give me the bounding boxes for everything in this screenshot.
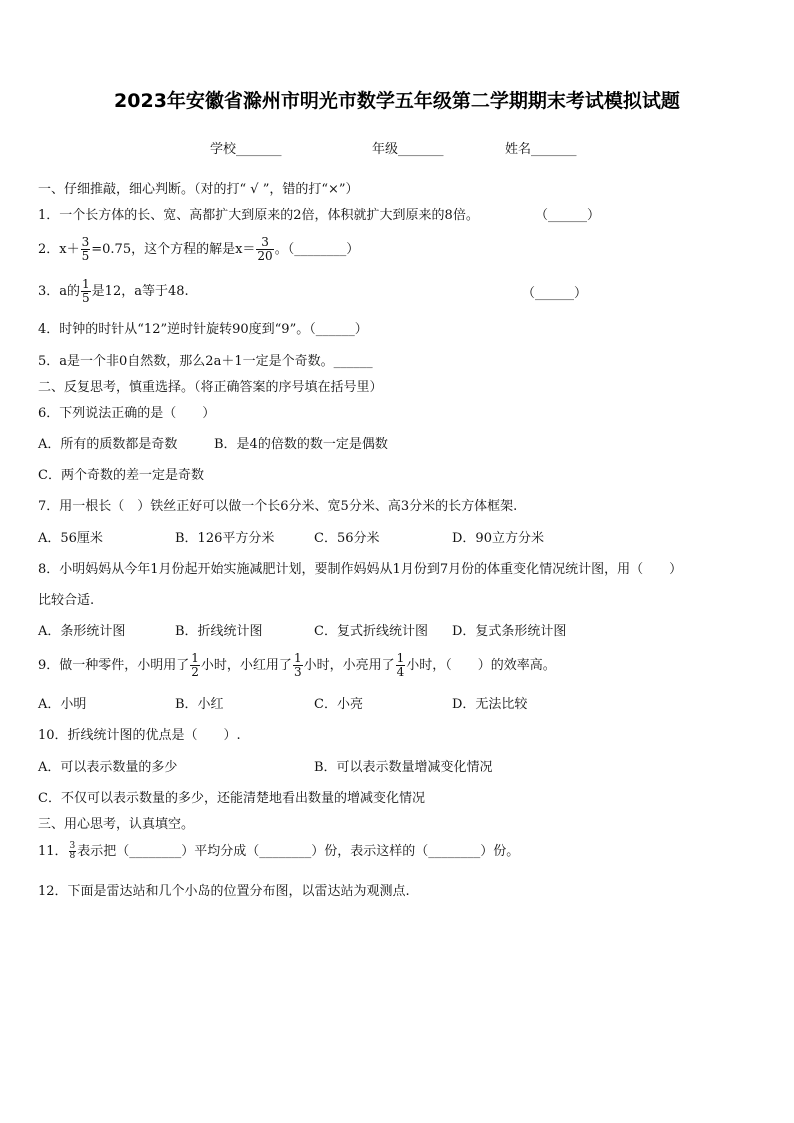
question-9-part-3: 小时，小亮用了 (303, 658, 395, 673)
question-3-suffix: 是12，a等于48. (91, 284, 189, 299)
question-6-option-c: C．两个奇数的差一定是奇数 (38, 468, 204, 483)
fraction-3-5 (81, 236, 91, 263)
section-3-heading: 三、用心思考，认真填空。 (38, 817, 195, 832)
question-7: 7．用一根长（ ）铁丝正好可以做一个长6分米、宽5分米、高3分米的长方体框架. (38, 499, 518, 514)
fraction-numerator: 3 (69, 841, 76, 851)
question-10: 10．折线统计图的优点是（ ）. (38, 728, 241, 743)
question-1-answer-blank: （______） (535, 208, 601, 223)
question-9-option-a: A．小明 (38, 697, 87, 712)
fraction-numerator: 1 (82, 277, 90, 291)
fraction-1-5 (81, 278, 91, 305)
question-7-option-a: A．56厘米 (38, 531, 103, 546)
question-6-option-b: B．是4的倍数的数一定是偶数 (214, 437, 388, 452)
question-9-part-2: 小时，小红用了 (200, 658, 292, 673)
question-9-option-c: C．小亮 (314, 697, 363, 712)
question-7-option-d: D．90立方分米 (452, 531, 544, 546)
question-11-prefix: 11． (38, 844, 68, 859)
question-6: 6．下列说法正确的是（ ） (38, 406, 216, 421)
fraction-numerator: 1 (396, 651, 405, 665)
fraction-1-2 (190, 652, 200, 679)
question-11-suffix: 表示把（________）平均分成（________）份，表示这样的（________）份。 (77, 844, 520, 859)
school-field: 学校_______ (210, 142, 282, 157)
section-2-heading: 二、反复思考，慎重选择。（将正确答案的序号填在括号里） (38, 380, 383, 395)
question-8-option-c: C．复式折线统计图 (314, 624, 428, 639)
question-9-option-b: B．小红 (175, 697, 224, 712)
question-5: 5．a是一个非0自然数，那么2a＋1一定是个奇数。______ (38, 354, 373, 369)
question-8-option-d: D．复式条形统计图 (452, 624, 567, 639)
question-8-line-1: 8．小明妈妈从今年1月份起开始实施减肥计划，要制作妈妈从1月份到7月份的体重变化情况统计图，用（ ） (38, 562, 683, 577)
question-9-part-1: 9．做一种零件，小明用了 (38, 658, 190, 673)
grade-field: 年级_______ (372, 142, 444, 157)
question-6-option-a: A．所有的质数都是奇数 (38, 437, 178, 452)
question-10-option-a: A．可以表示数量的多少 (38, 760, 178, 775)
fraction-denominator: 3 (293, 665, 302, 679)
fraction-denominator: 8 (69, 851, 76, 861)
fraction-1-3 (293, 652, 303, 679)
question-2-prefix: 2．x＋ (38, 242, 80, 257)
question-2-middle: =0.75，这个方程的解是x＝ (91, 242, 256, 257)
question-10-option-c: C．不仅可以表示数量的多少，还能清楚地看出数量的增减变化情况 (38, 791, 425, 806)
question-2-suffix: 。（________） (274, 242, 360, 257)
question-4: 4．时钟的时针从“12”逆时针旋转90度到“9”。（______） (38, 322, 368, 337)
question-9-option-d: D．无法比较 (452, 697, 528, 712)
question-3-prefix: 3．a的 (38, 284, 81, 299)
question-3 (38, 278, 189, 305)
page-title: 2023年安徽省滁州市明光市数学五年级第二学期期末考试模拟试题 (114, 90, 680, 112)
fraction-numerator: 3 (256, 236, 273, 250)
question-9 (38, 652, 556, 679)
fraction-denominator: 4 (396, 665, 405, 679)
question-7-option-b: B．126平方分米 (175, 531, 275, 546)
fraction-3-20 (256, 236, 273, 263)
section-1-heading: 一、仔细推敲，细心判断。（对的打“ √ ”，错的打“×”） (38, 182, 359, 197)
question-8-line-2: 比较合适. (38, 593, 95, 608)
fraction-numerator: 1 (293, 651, 302, 665)
question-2 (38, 236, 359, 263)
question-8-option-b: B．折线统计图 (175, 624, 263, 639)
fraction-3-8 (69, 842, 77, 861)
question-10-option-b: B．可以表示数量增减变化情况 (314, 760, 493, 775)
question-11 (38, 842, 519, 861)
fraction-denominator: 5 (81, 249, 90, 263)
question-12: 12．下面是雷达站和几个小岛的位置分布图，以雷达站为观测点. (38, 884, 410, 899)
fraction-denominator: 2 (191, 665, 199, 679)
fraction-numerator: 3 (81, 235, 90, 249)
question-9-part-4: 小时，（ ）的效率高。 (406, 658, 556, 673)
fraction-denominator: 20 (257, 249, 273, 263)
fraction-denominator: 5 (82, 291, 90, 305)
question-8-option-a: A．条形统计图 (38, 624, 126, 639)
question-1: 1．一个长方体的长、宽、高都扩大到原来的2倍，体积就扩大到原来的8倍。 (38, 208, 479, 223)
fraction-numerator: 1 (191, 651, 199, 665)
question-3-answer-blank: （______） (522, 286, 588, 301)
question-7-option-c: C．56分米 (314, 531, 380, 546)
name-field: 姓名_______ (505, 142, 577, 157)
fraction-1-4 (396, 652, 406, 679)
